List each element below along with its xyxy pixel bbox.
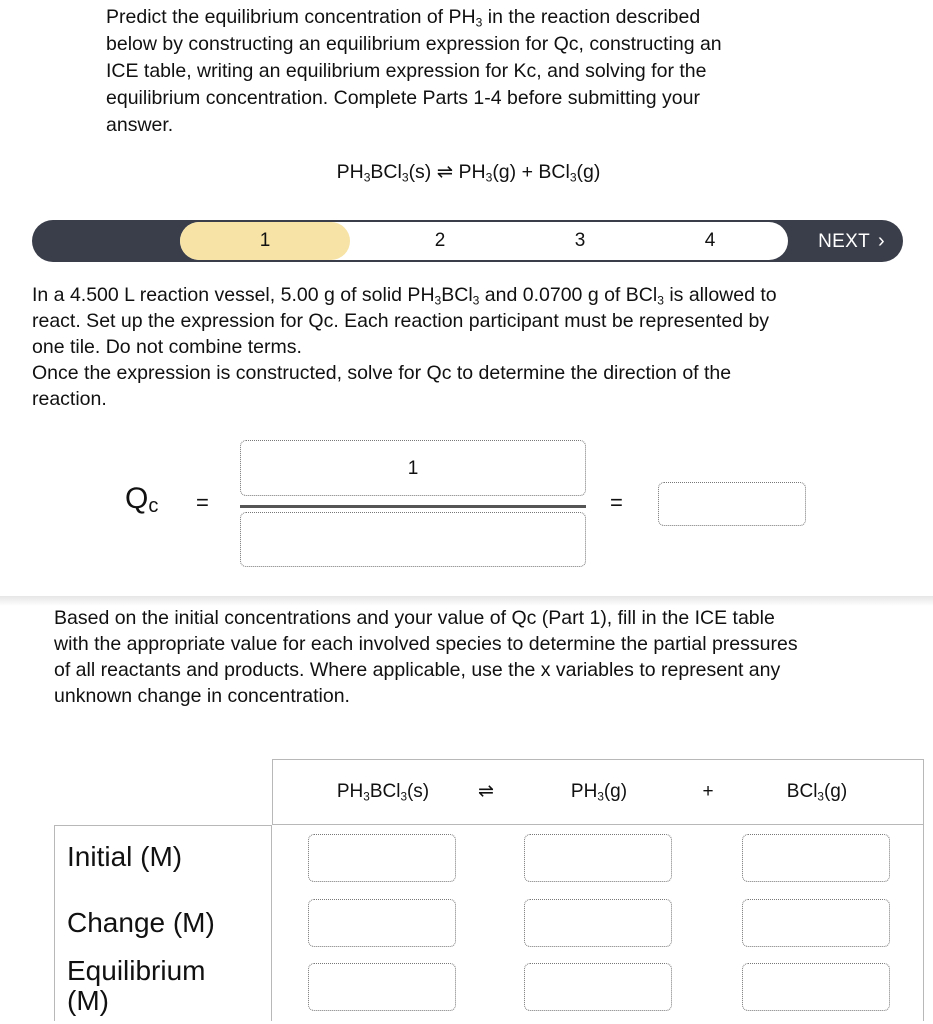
equilibrium-arrow-icon: ⇌: [436, 161, 454, 183]
ice-initial-reactant-input[interactable]: [308, 834, 456, 882]
qc-result-tile[interactable]: [658, 482, 806, 526]
ice-equilibrium-ph3-input[interactable]: [524, 963, 672, 1011]
ice-initial-ph3-input[interactable]: [524, 834, 672, 882]
part2-line-2: with the appropriate value for each involved species to determine the partial pressures: [54, 633, 798, 655]
part1-line-4: Once the expression is constructed, solve for Qc to determine the direction of the: [32, 362, 732, 384]
ice-equilibrium-bcl3-input[interactable]: [742, 963, 890, 1011]
ice-row-label-change: Change (M): [67, 907, 215, 938]
ice-initial-bcl3-input[interactable]: [742, 834, 890, 882]
qc-numerator-tile[interactable]: 1: [240, 440, 586, 496]
ice-header-product-1: $PH_3(g)$: [570, 781, 628, 804]
ice-change-ph3-input[interactable]: [524, 899, 672, 947]
intro-line-2: below by constructing an equilibrium expression for Qc, constructing an: [106, 33, 722, 55]
intro-line-5: answer.: [106, 114, 174, 136]
step-progress-bar: [32, 220, 903, 262]
next-button[interactable]: [818, 220, 885, 262]
ice-header-plus: +: [702, 781, 714, 802]
ice-header-product-2: BCl$_3$(g): [786, 781, 848, 804]
ice-row-label-initial: Initial (M): [67, 841, 183, 872]
ice-change-bcl3-input[interactable]: [742, 899, 890, 947]
part1-line-3: one tile. Do not combine terms.: [32, 336, 302, 358]
ice-table-body: [272, 825, 924, 1021]
chevron-right-icon: ›: [878, 230, 885, 252]
step-2-tab[interactable]: 2: [434, 230, 446, 251]
intro-line-1: Predict the equilibrium concentration of $PH_3$ in the reaction described: [106, 6, 701, 30]
fraction-bar: [240, 505, 586, 508]
progress-track: [180, 222, 788, 260]
part2-line-3: of all reactants and products. Where applicable, use the x variables to represent any: [54, 659, 781, 681]
qc-result-equals-sign: =: [610, 490, 623, 515]
next-label: NEXT: [818, 231, 871, 252]
part1-line-2: react. Set up the expression for Qc. Each reaction participant must be represented by: [32, 310, 770, 332]
step-3-tab[interactable]: 3: [574, 230, 586, 251]
ice-row-label-equilibrium: Equilibrium (M): [67, 955, 206, 1016]
qc-equals-sign: =: [196, 490, 209, 515]
step-4-tab[interactable]: 4: [704, 230, 716, 251]
problem-intro: [106, 4, 846, 139]
qc-label: $Q_c$: [125, 482, 159, 517]
part2-instructions: [54, 605, 929, 709]
step-1-tab[interactable]: 1: [180, 222, 350, 260]
part1-instructions: [32, 282, 912, 412]
ice-change-reactant-input[interactable]: [308, 899, 456, 947]
intro-line-4: equilibrium concentration. Complete Parts 1-4 before submitting your: [106, 87, 700, 109]
ice-equilibrium-reactant-input[interactable]: [308, 963, 456, 1011]
equilibrium-arrow-icon: ⇌: [478, 781, 494, 802]
part2-line-1: Based on the initial concentrations and your value of Qc (Part 1), fill in the ICE table: [54, 607, 775, 629]
ice-row-labels: [54, 825, 272, 1021]
qc-denominator-tile[interactable]: [240, 512, 586, 567]
part1-line-5: reaction.: [32, 388, 107, 410]
ice-table-header: [272, 759, 924, 825]
intro-line-3: ICE table, writing an equilibrium expression for Kc, and solving for the: [106, 60, 707, 82]
reaction-equation: $PH_3BCl_3(s)$ ⇌ $PH_3(g) + BCl_3(g)$: [336, 161, 601, 185]
ice-header-reactant: $PH_3BCl_3(s)$: [336, 781, 430, 804]
part2-line-4: unknown change in concentration.: [54, 685, 350, 707]
part1-line-1: In a 4.500 L reaction vessel, 5.00 g of solid $PH_3BCl_3$ and 0.0700 g of BCl$_3$ is allowed to: [32, 284, 777, 308]
